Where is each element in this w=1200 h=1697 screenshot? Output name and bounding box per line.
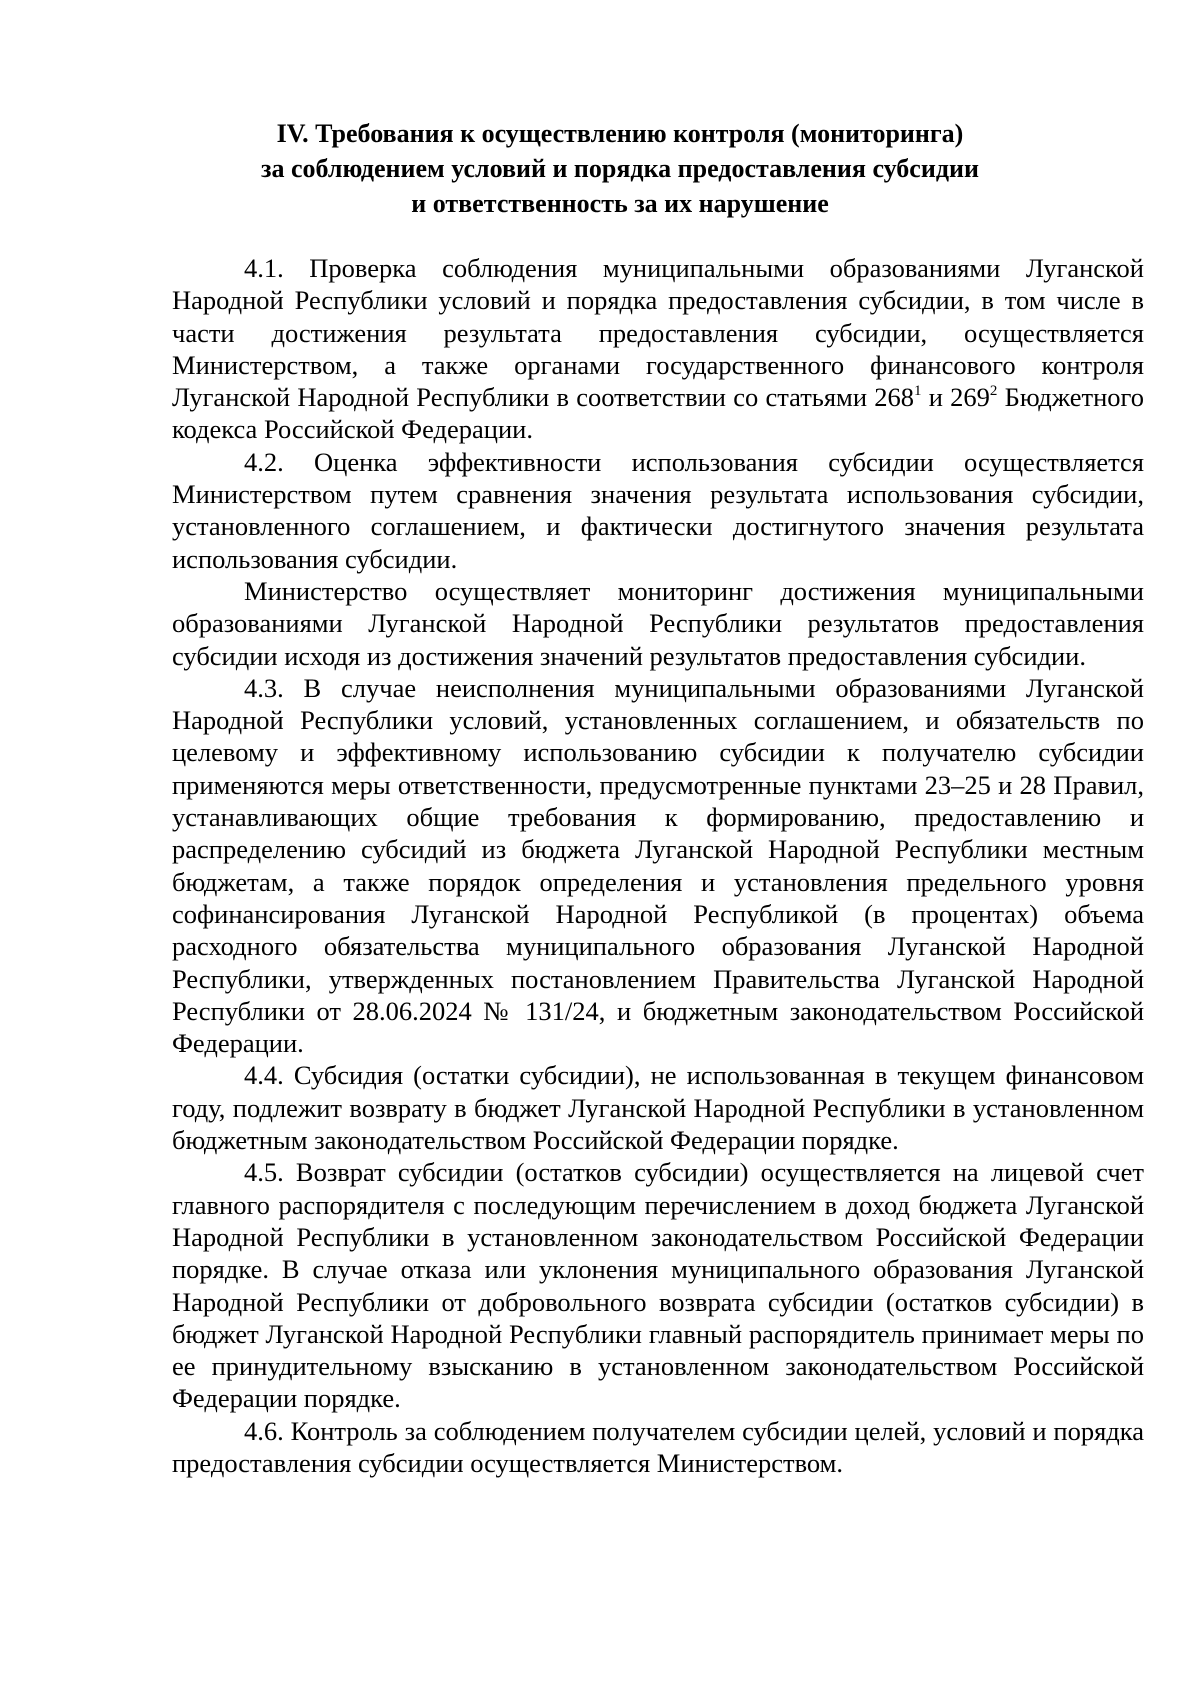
section-heading-line-3: и ответственность за их нарушение: [411, 189, 829, 218]
paragraph-4-3: 4.3. В случае неисполнения муниципальными образованиями Луганской Народной Республики условий, установленных соглашением, и обязательств по целевому и эффективному использованию субсидии к получателю субсидии применяются меры ответственности, предусмотренные пунктами 23–25 и 28 Правил, устанавливающих общие требования к формированию, предоставлению и распределению субсидий из бюджета Луганской Народной Республики местным бюджетам, а также порядок определения и установления предельного уровня софинансирования Луганской Народной Республикой (в процентах) объема расходного обязательства муниципального образования Луганской Народной Республики, утвержденных постановлением Правительства Луганской Народной Республики от 28.06.2024 № 131/24, и бюджетным законодательством Российской Федерации.: [172, 672, 1144, 1059]
paragraph-4-5: 4.5. Возврат субсидии (остатков субсидии) осуществляется на лицевой счет главного распорядителя с последующим перечислением в доход бюджета Луганской Народной Республики в установленном законодательством Российской Федерации порядке. В случае отказа или уклонения муниципального образования Луганской Народной Республики от добровольного возврата субсидии (остатков субсидии) в бюджет Луганской Народной Республики главный распорядитель принимает меры по ее принудительному взысканию в установленном законодательством Российской Федерации порядке.: [172, 1157, 1144, 1414]
paragraph-4-1-end: Бюджетного кодекса Российской Федерации.: [172, 382, 1144, 445]
section-heading-line-1: IV. Требования к осуществлению контроля (мониторинга): [276, 119, 964, 148]
paragraph-4-1: [172, 252, 1144, 446]
paragraph-4-1-mid: и 269: [921, 382, 990, 413]
section-heading-line-2: за соблюдением условий и порядка предоставления субсидии: [261, 154, 979, 183]
paragraph-4-2: 4.2. Оценка эффективности использования субсидии осуществляется Министерством путем сравнения значения результата использования субсидии, установленного соглашением, и фактически достигнутого значения результата использования субсидии.: [172, 446, 1144, 574]
paragraph-4-4: 4.4. Субсидия (остатки субсидии), не использованная в текущем финансовом году, подлежит возврату в бюджет Луганской Народной Республики в установленном бюджетным законодательством Российской Федерации порядке.: [172, 1060, 1144, 1156]
paragraph-4-6: 4.6. Контроль за соблюдением получателем субсидии целей, условий и порядка предоставления субсидии осуществляется Министерством.: [172, 1415, 1144, 1478]
paragraph-4-2-monitoring: Министерство осуществляет мониторинг достижения муниципальными образованиями Луганской Народной Республики результатов предоставления субсидии исходя из достижения значений результатов предоставления субсидии.: [172, 575, 1144, 671]
section-heading: [170, 116, 1070, 221]
footnote-superscript-1: 1: [913, 383, 922, 400]
footnote-superscript-2: 2: [989, 383, 998, 400]
document-body: [172, 252, 1144, 1479]
paragraph-4-1-text: 4.1. Проверка соблюдения муниципальными образованиями Луганской Народной Республики условий и порядка предоставления субсидии, в том числе в части достижения результата предоставления субсидии, осуществляется Министерством, а также органами государственного финансового контроля Луганской Народной Республики в соответствии со статьями 268: [172, 253, 1144, 413]
